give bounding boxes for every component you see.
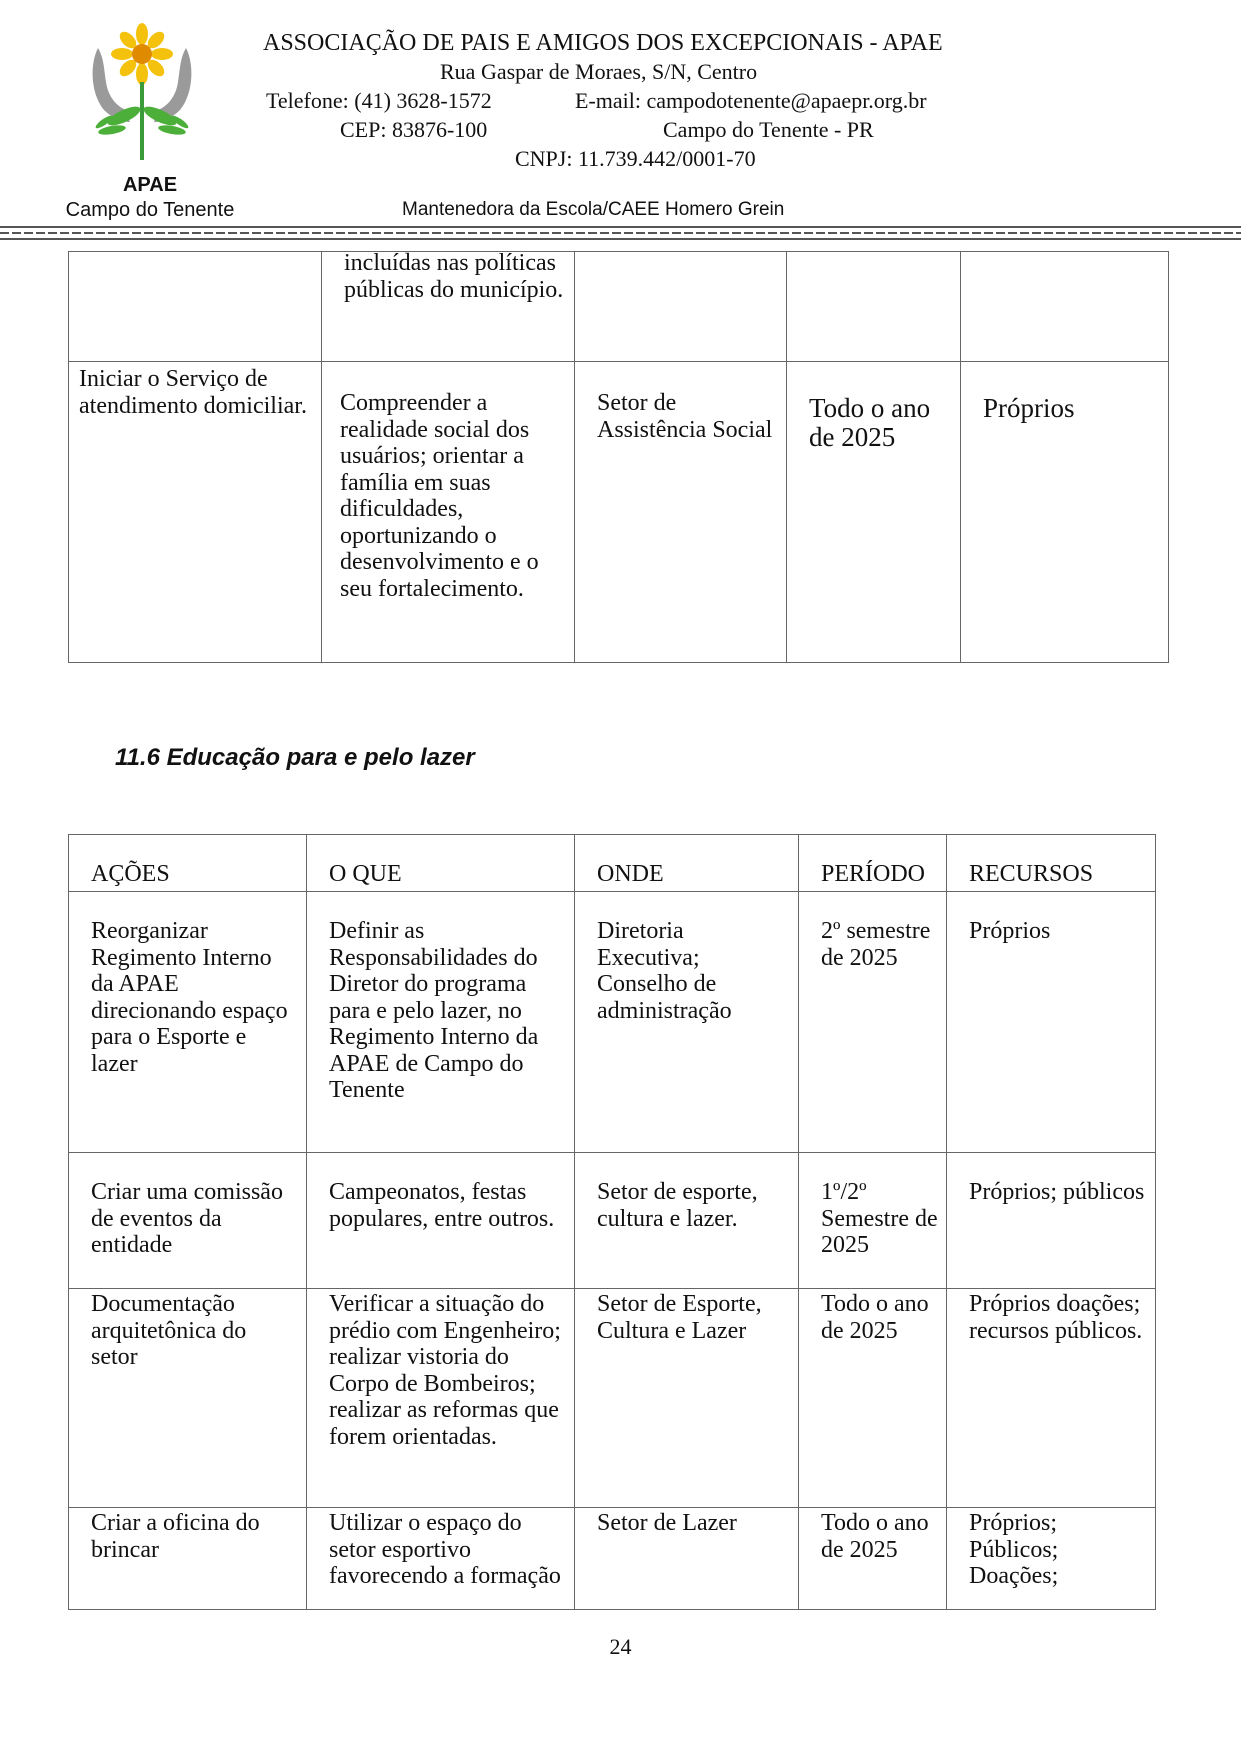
table-cell: Utilizar o espaço do setor esportivo favorecendo a formação (307, 1508, 575, 1610)
table-cell: Criar a oficina do brincar (69, 1508, 307, 1610)
table-cell: Setor de Lazer (575, 1508, 799, 1610)
table-header-row (69, 835, 1156, 892)
table-cell: Próprios (947, 892, 1156, 1153)
table-cell: Próprios (961, 362, 1169, 663)
table-cell: Próprios doações; recursos públicos. (947, 1289, 1156, 1508)
apae-logo (82, 18, 202, 163)
table-cell: 1º/2º Semestre de 2025 (799, 1153, 947, 1289)
organization-cnpj: CNPJ: 11.739.442/0001-70 (515, 146, 756, 171)
table-cell: Todo o ano de 2025 (787, 362, 961, 663)
column-header: ONDE (575, 835, 799, 892)
maintainer-line: Mantenedora da Escola/CAEE Homero Grein (402, 199, 785, 220)
table-cell: incluídas nas políticas públicas do município. (322, 252, 575, 362)
table-row (69, 252, 1169, 362)
table-row (69, 892, 1156, 1153)
table-cell: Próprios; Públicos; Doações; (947, 1508, 1156, 1610)
table-row (69, 1153, 1156, 1289)
organization-address: Rua Gaspar de Moraes, S/N, Centro (440, 59, 758, 84)
column-header: AÇÕES (69, 835, 307, 892)
table-cell: Reorganizar Regimento Interno da APAE direcionando espaço para o Esporte e lazer (69, 892, 307, 1153)
table-cell: Campeonatos, festas populares, entre outros. (307, 1153, 575, 1289)
table-cell: Verificar a situação do prédio com Engenheiro; realizar vistoria do Corpo de Bombeiros; realizar as reformas que forem orientadas. (307, 1289, 575, 1508)
table-row (69, 362, 1169, 663)
organization-cep: CEP: 83876-100 (340, 117, 488, 142)
organization-email: E-mail: campodotenente@apaepr.org.br (575, 88, 927, 113)
page-number: 24 (609, 1634, 632, 1659)
table-row (69, 1508, 1156, 1610)
table-cell: 2º semestre de 2025 (799, 892, 947, 1153)
table-cell: Definir as Responsabilidades do Diretor do programa para e pelo lazer, no Regimento Interno da APAE de Campo do Tenente (307, 892, 575, 1153)
table-cell (69, 252, 322, 362)
table-cell: Setor de Assistência Social (575, 362, 787, 663)
table-cell: Iniciar o Serviço de atendimento domiciliar. (69, 362, 322, 663)
table-cell (787, 252, 961, 362)
logo-city: Campo do Tenente (65, 199, 235, 221)
organization-title: ASSOCIAÇÃO DE PAIS E AMIGOS DOS EXCEPCIONAIS - APAE (263, 30, 943, 56)
header-divider (0, 226, 1241, 240)
section-title: 11.6 Educação para e pelo lazer (115, 744, 475, 771)
table-cell: Setor de esporte, cultura e lazer. (575, 1153, 799, 1289)
table-cell: Compreender a realidade social dos usuários; orientar a família em suas dificuldades, oportunizando o desenvolvimento e o seu fortalecimento. (322, 362, 575, 663)
table-cell: Todo o ano de 2025 (799, 1289, 947, 1508)
table-cell: Próprios; públicos (947, 1153, 1156, 1289)
column-header: PERÍODO (799, 835, 947, 892)
table-cell: Documentação arquitetônica do setor (69, 1289, 307, 1508)
table-cell: Setor de Esporte, Cultura e Lazer (575, 1289, 799, 1508)
column-header: RECURSOS (947, 835, 1156, 892)
continued-action-table (68, 251, 1169, 663)
leisure-plan-table (68, 834, 1156, 1610)
organization-city: Campo do Tenente - PR (663, 117, 874, 142)
table-row (69, 1289, 1156, 1508)
table-cell: Diretoria Executiva; Conselho de administração (575, 892, 799, 1153)
table-cell: Todo o ano de 2025 (799, 1508, 947, 1610)
logo-name: APAE (122, 174, 178, 196)
organization-phone: Telefone: (41) 3628-1572 (266, 88, 492, 113)
table-cell (961, 252, 1169, 362)
table-cell: Criar uma comissão de eventos da entidade (69, 1153, 307, 1289)
column-header: O QUE (307, 835, 575, 892)
table-cell (575, 252, 787, 362)
